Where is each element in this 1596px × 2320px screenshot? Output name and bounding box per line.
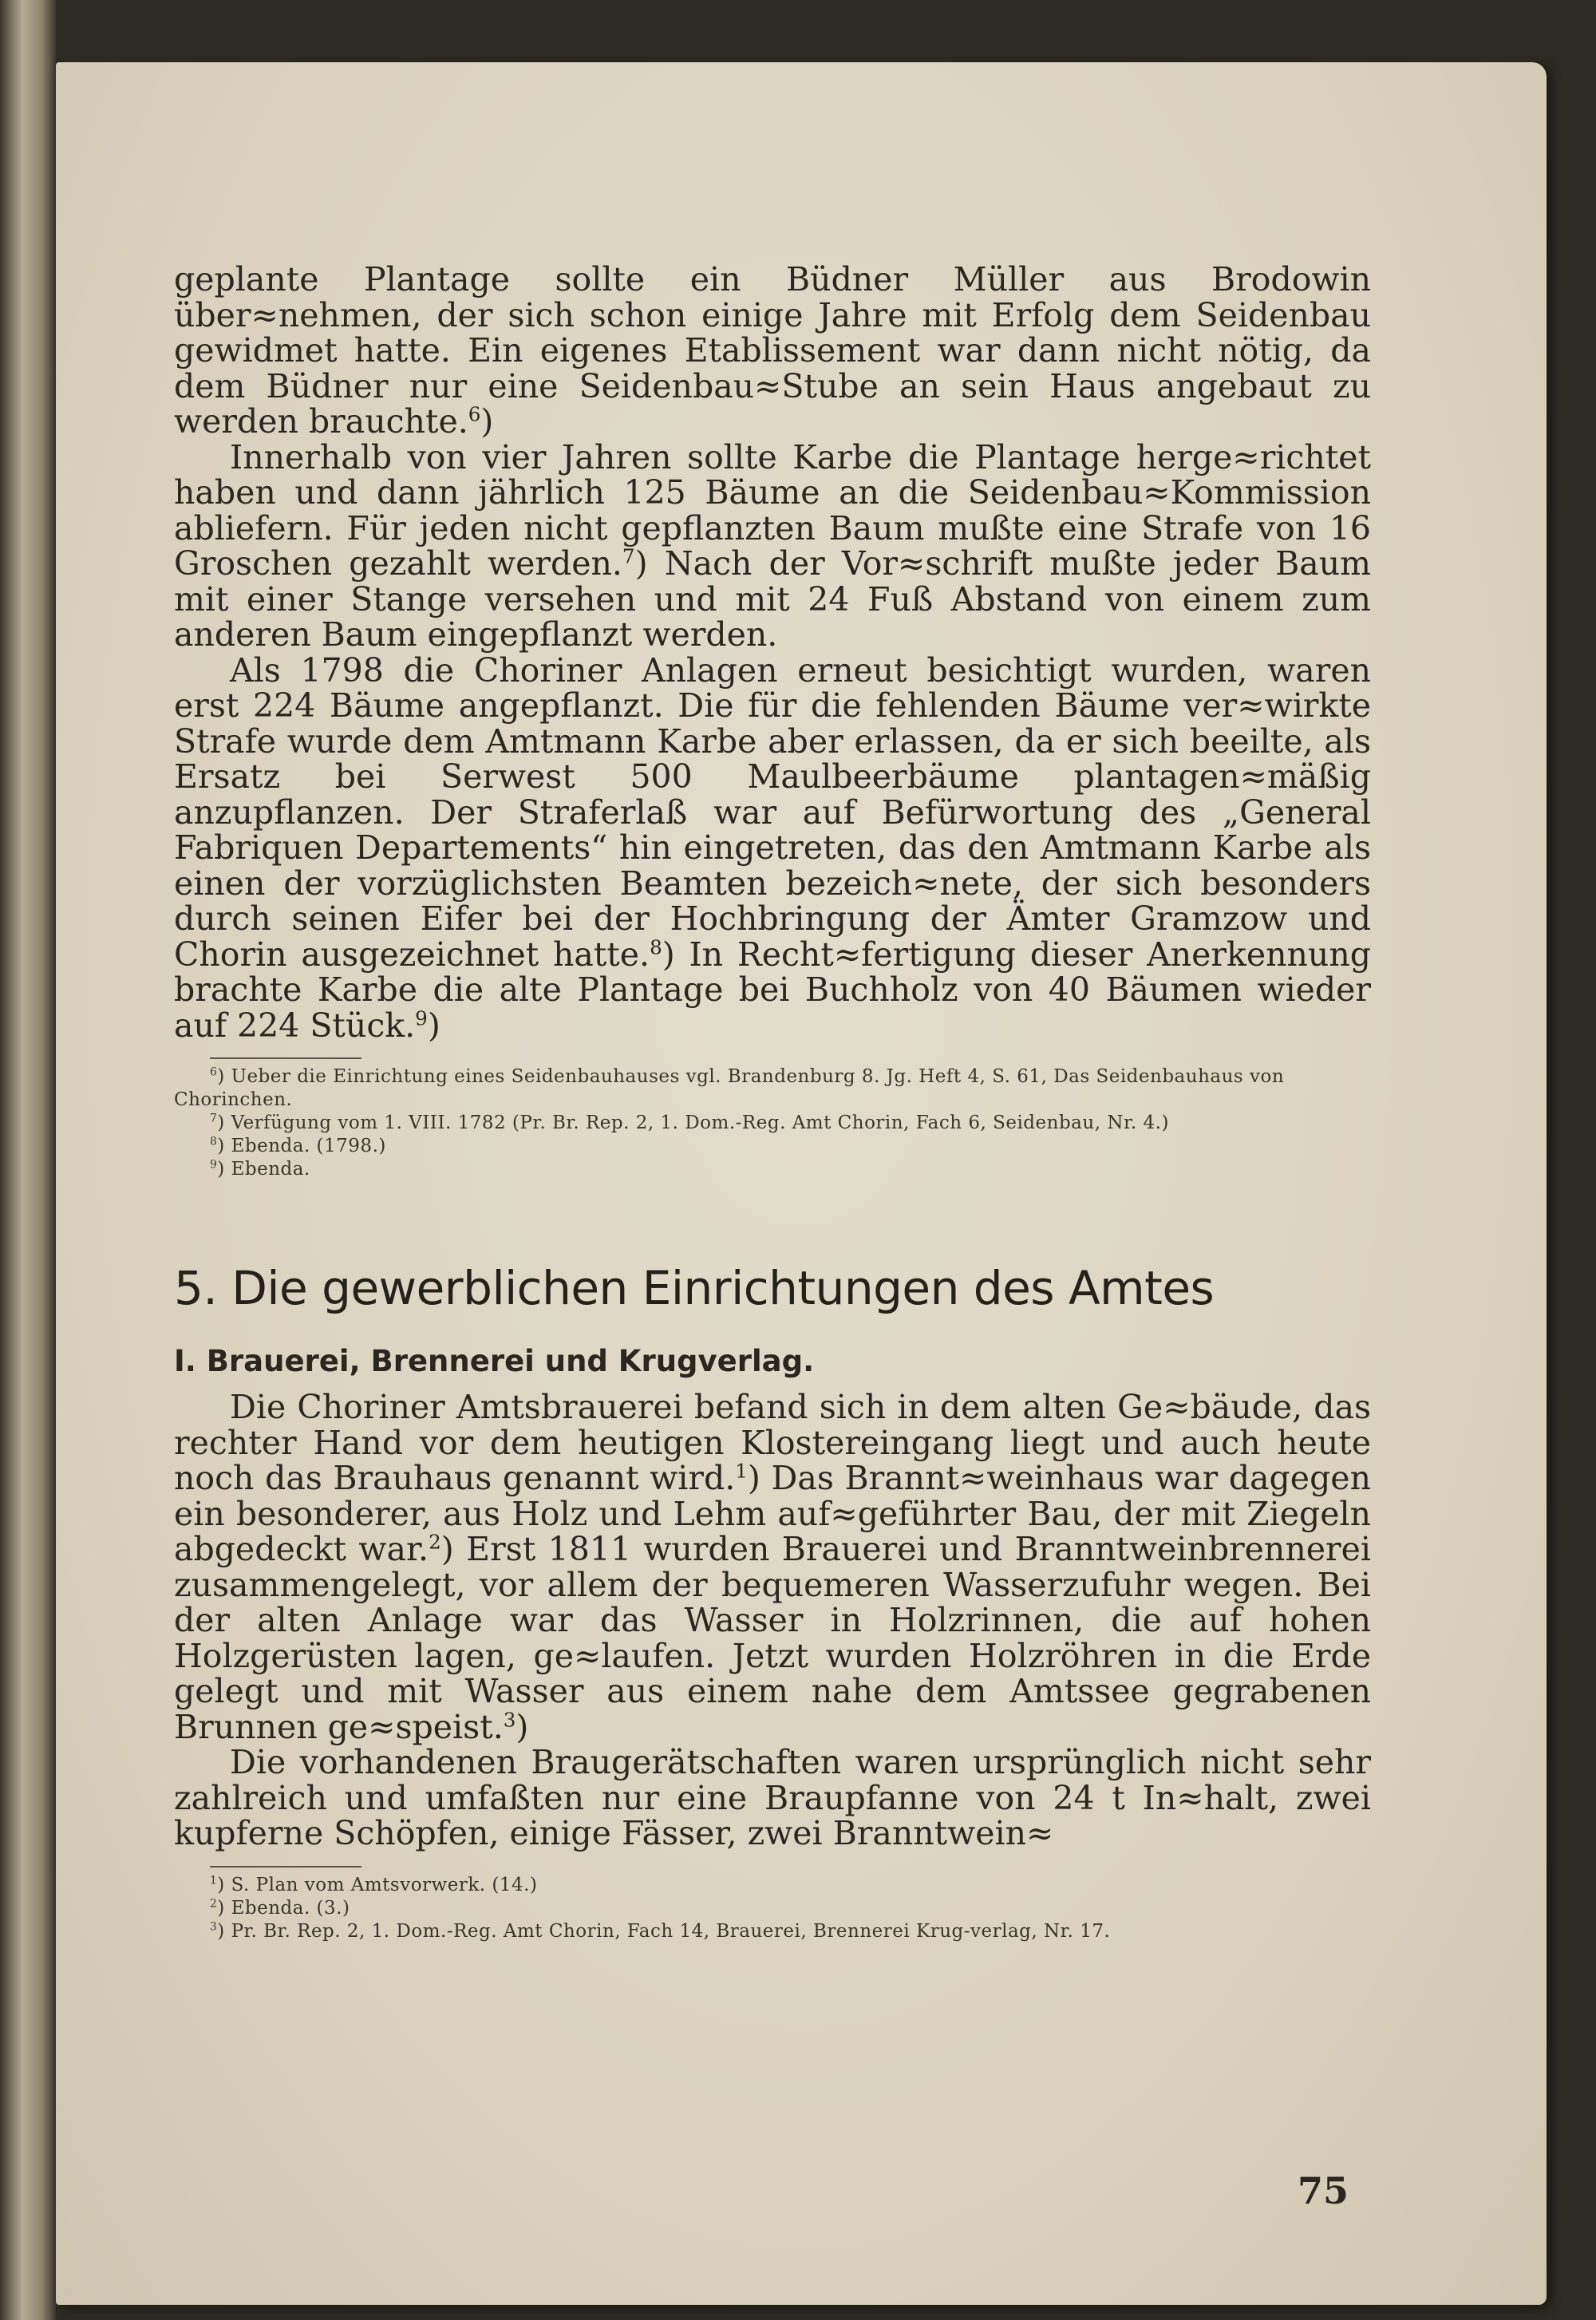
section-heading: 5. Die gewerblichen Einrichtungen des Amtes [174,1261,1215,1315]
footnote-rule [210,1866,361,1867]
footnote: $^1$) S. Plan vom Amtsvorwerk. (14.) [210,1873,538,1895]
section2-body [174,1389,1371,1852]
paragraph: Innerhalb von vier Jahren sollte Karbe die Plantage herge≈richtet haben und dann jährlich 125 Bäume an die Seidenbau≈Kommission abliefern. Für jeden nicht gepflanzten Baum mußte eine Strafe von 16 Groschen gezahlt werden.$^7$) Nach der Vor≈schrift mußte jeder Baum mit einer Stange versehen und mit 24 Fuß Abstand von einem zum anderen Baum eingepflanzt werden. [174,437,1372,654]
footnote: $^8$) Ebenda. (1798.) [210,1135,386,1156]
footnote: $^3$) Pr. Br. Rep. 2, 1. Dom.-Reg. Amt Chorin, Fach 14, Brauerei, Brennerei Krug-verlag, Nr. 17. [210,1919,1111,1942]
page-content [174,262,1371,1943]
footnote: $^2$) Ebenda. (3.) [210,1896,350,1919]
section2-footnotes [174,1874,1371,1943]
book-page [56,62,1547,2305]
footnote: $^7$) Verfügung vom 1. VIII. 1782 (Pr. Br. Rep. 2, 1. Dom.-Reg. Amt Chorin, Fach 6, Seidenbau, Nr. 4.) [210,1112,1169,1133]
footnote: $^6$) Ueber die Einrichtung eines Seidenbauhauses vgl. Brandenburg 8. Jg. Heft 4, S. 61, Das Seidenbauhaus von Chorinchen. [174,1065,1285,1110]
page-number: 75 [1298,2169,1349,2212]
section1-footnotes [174,1065,1371,1181]
footnote-rule [210,1057,361,1059]
paragraph: Als 1798 die Choriner Anlagen erneut besichtigt wurden, waren erst 224 Bäume angepflanzt. Die für die fehlenden Bäume ver≈wirkte Strafe wurde dem Amtmann Karbe aber erlassen, da er sich beeilte, als Ersatz bei Serwest 500 Maulbeerbäume plantagen≈mäßig anzupflanzen. Der Straferlaß war auf Befürwortung des „General Fabriquen Departements“ hin eingetreten, das den Amtmann Karbe als einen der vorzüglichsten Beamten bezeich≈nete, der sich besonders durch seinen Eifer bei der Hochbringung der Ämter Gramzow und Chorin ausgezeichnet hatte.$^8$) In Recht≈fertigung dieser Anerkennung brachte Karbe die alte Plantage bei Buchholz von 40 Bäumen wieder auf 224 Stück.$^9$) [174,650,1371,1045]
left-page-edge [0,0,56,2320]
footnote: $^9$) Ebenda. [210,1158,310,1180]
paragraph: Die Choriner Amtsbrauerei befand sich in dem alten Ge≈bäude, das rechter Hand vor dem heutigen Klostereingang liegt und auch heute noch das Brauhaus genannt wird.$^1$) Das Brannt≈weinhaus war dagegen ein besonderer, aus Holz und Lehm auf≈geführter Bau, der mit Ziegeln abgedeckt war.$^2$) Erst 1811 wurden Brauerei und Branntweinbrennerei zusammengelegt, vor allem der bequemeren Wasserzufuhr wegen. Bei der alten Anlage war das Wasser in Holzrinnen, die auf hohen Holzgerüsten lagen, ge≈laufen. Jetzt wurden Holzröhren in die Erde gelegt und mit Wasser aus einem nahe dem Amtssee gegrabenen Brunnen ge≈speist.$^3$) [174,1388,1371,1746]
paragraph: Die vorhandenen Braugerätschaften waren ursprünglich nicht sehr zahlreich und umfaßten nur eine Braupfanne von 24 t In≈halt, zwei kupferne Schöpfen, einige Fässer, zwei Branntwein≈ [174,1743,1371,1852]
section1-body [174,262,1371,1043]
sub-heading: I. Brauerei, Brennerei und Krugverlag. [174,1344,815,1378]
paragraph: geplante Plantage sollte ein Büdner Müller aus Brodowin über≈nehmen, der sich schon einige Jahre mit Erfolg dem Seidenbau gewidmet hatte. Ein eigenes Etablissement war dann nicht nötig, da dem Büdner nur eine Seidenbau≈Stube an sein Haus angebaut zu werden brauchte.$^6$) [174,260,1371,441]
